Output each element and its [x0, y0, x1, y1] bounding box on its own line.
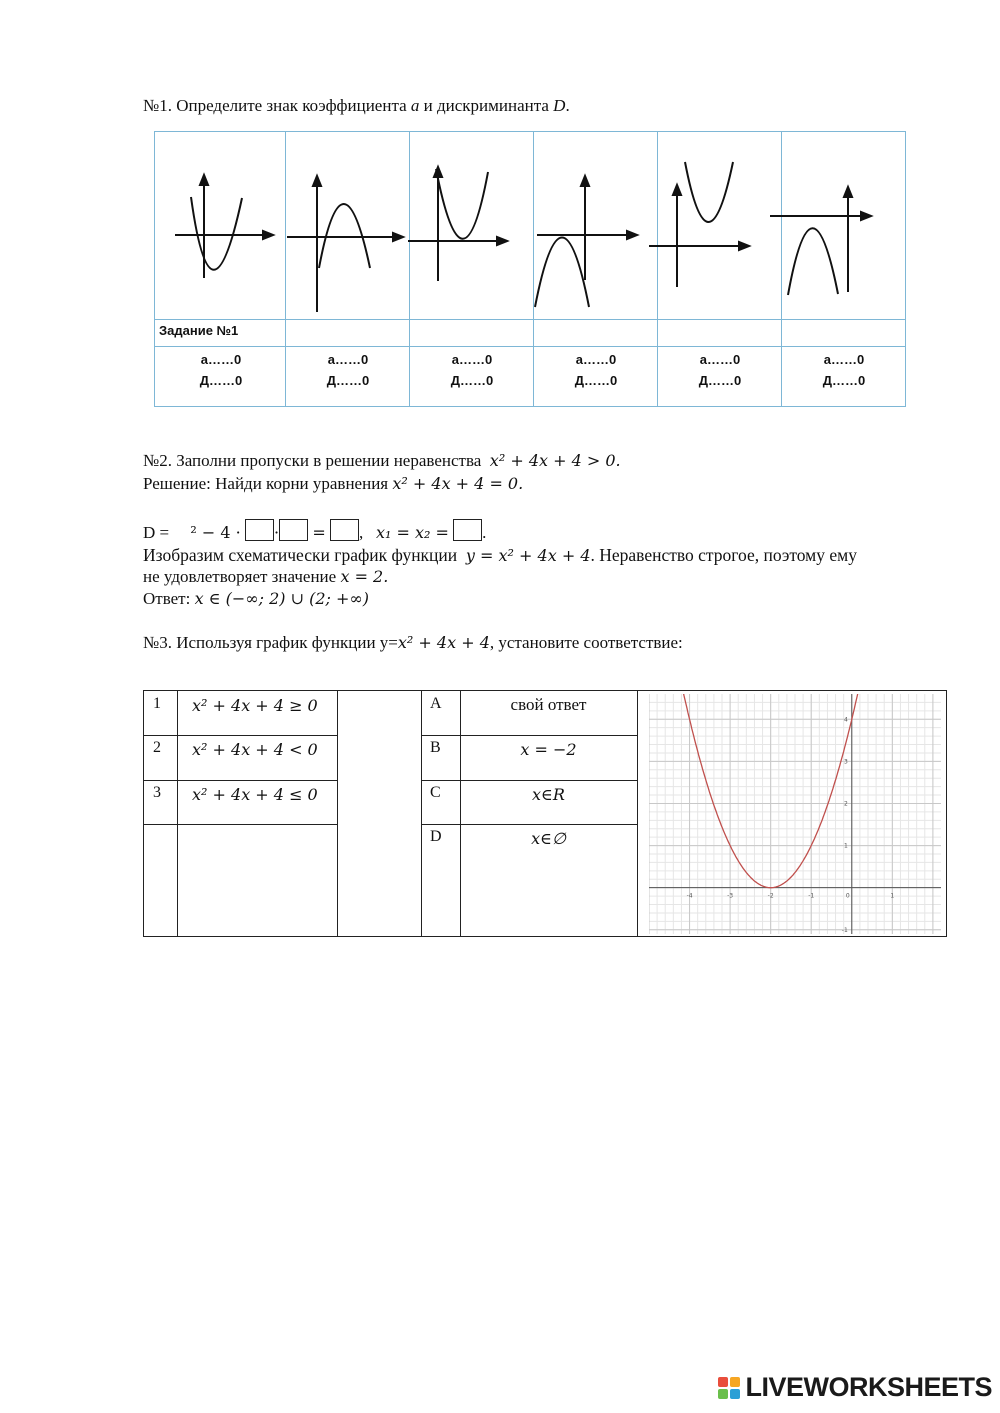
parabola-graphs [155, 132, 907, 318]
x-tick-label: -3 [727, 892, 734, 900]
logo-square [718, 1377, 728, 1387]
task2-title: №2. Заполни пропуски в решении неравенства x² + 4x + 4 > 0. [143, 451, 621, 470]
answer-cell-3[interactable]: a……0 Д……0 [450, 352, 494, 388]
answer-cell-1[interactable]: a……0 Д……0 [199, 352, 243, 388]
graph-2 [287, 176, 403, 312]
y-tick-label: -1 [841, 926, 848, 934]
blank-box-root[interactable] [453, 519, 482, 541]
row-number: 1 [153, 695, 161, 712]
task1-table [154, 131, 906, 407]
inequality-1[interactable]: x² + 4x + 4 ≥ 0 [192, 696, 318, 715]
y-tick-label: 3 [843, 758, 848, 766]
y-tick-label: 2 [843, 800, 848, 808]
logo-text: LIVEWORKSHEETS [745, 1372, 992, 1402]
task2-value-line: не удовлетворяет значение x = 2. [143, 567, 389, 586]
x-tick-label: -4 [686, 892, 693, 900]
logo-square [718, 1389, 728, 1399]
t3-hline [144, 780, 337, 781]
x-tick-label: -1 [808, 892, 815, 900]
answer-letter: A [430, 695, 442, 712]
t3-hline [421, 735, 637, 736]
task1-title: №1. Определите знак коэффициента a и дискриминанта D. [143, 96, 570, 115]
answer-cell-5[interactable]: a……0 Д……0 [698, 352, 742, 388]
row-number: 3 [153, 784, 161, 801]
inequality-3[interactable]: x² + 4x + 4 ≤ 0 [192, 785, 318, 804]
logo-square [730, 1377, 740, 1387]
t3-vline [177, 691, 178, 936]
t3-hline [144, 824, 337, 825]
task2-solution-line: Решение: Найди корни уравнения x² + 4x + 4 = 0. [143, 474, 524, 493]
t3-vline [421, 691, 422, 936]
task2-graph-line: Изобразим схематически график функции y = x² + 4x + 4. Неравенство строгое, поэтому ему [143, 545, 857, 565]
t3-vline [637, 691, 638, 936]
graph-1 [175, 175, 273, 278]
blank-box-c[interactable] [279, 519, 308, 541]
liveworksheets-logo-icon [717, 1376, 741, 1400]
task1-row-label: Задание №1 [159, 323, 239, 338]
t3-vline [460, 691, 461, 936]
answer-cell-6[interactable]: a……0 Д……0 [822, 352, 866, 388]
answer-option-c[interactable]: x∈R [532, 785, 565, 804]
logo-square [730, 1389, 740, 1399]
task2-answer: Ответ: x ∈ (−∞; 2) ∪ (2; +∞) [143, 589, 369, 608]
blank-box-b[interactable] [245, 519, 274, 541]
blank-box-d[interactable] [330, 519, 359, 541]
answer-cell-2[interactable]: a……0 Д……0 [326, 352, 370, 388]
answer-letter: D [430, 828, 442, 845]
answer-option-a[interactable]: свой ответ [510, 695, 587, 714]
x-tick-label: -2 [767, 892, 774, 900]
t3-vline [337, 691, 338, 936]
answer-letter: C [430, 784, 441, 801]
answer-letter: B [430, 739, 441, 756]
y-tick-label: 1 [843, 842, 848, 850]
liveworksheets-logo [717, 1372, 992, 1403]
t1-row-sep [155, 319, 905, 320]
task3-title: №3. Используя график функции y=x² + 4x + 4, установите соответствие: [143, 633, 683, 652]
answer-option-b[interactable]: x = −2 [520, 740, 577, 759]
graph-3 [408, 167, 507, 281]
t3-hline [144, 735, 337, 736]
answer-option-d[interactable]: x∈∅ [531, 829, 566, 848]
t1-row-sep [155, 346, 905, 347]
y-tick-label: 4 [843, 716, 848, 724]
discriminant-line: D = ² − 4 · · = , x₁ = x₂ = . [143, 519, 486, 544]
t3-hline [421, 780, 637, 781]
x-tick-label: 1 [890, 892, 895, 900]
graph-4 [535, 176, 637, 307]
answer-cell-4[interactable]: a……0 Д……0 [574, 352, 618, 388]
graph-6 [770, 187, 871, 295]
parabola-chart [649, 694, 941, 934]
x-tick-label: 0 [845, 892, 850, 900]
t3-hline [421, 824, 637, 825]
row-number: 2 [153, 739, 161, 756]
graph-5 [649, 162, 749, 287]
task3-table [143, 690, 947, 937]
inequality-2[interactable]: x² + 4x + 4 < 0 [192, 740, 318, 759]
